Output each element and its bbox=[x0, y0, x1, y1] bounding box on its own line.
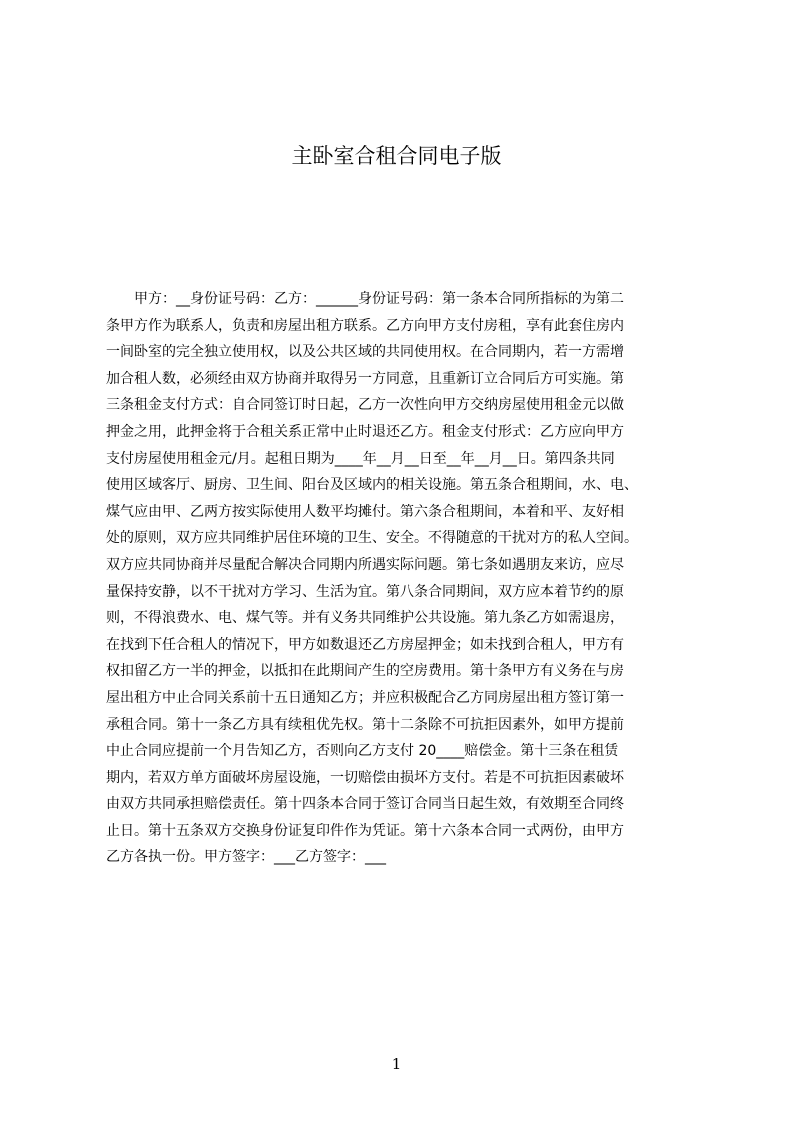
body-line: 押金之用，此押金将于合租关系正常中止时退还乙方。租金支付形式：乙方应向甲方 bbox=[106, 423, 624, 440]
body-line: 由双方共同承担赔偿责任。第十四条本合同于签订合同当日起生效，有效期至合同终 bbox=[106, 796, 624, 813]
body-line: 承租合同。第十一条乙方具有续租优先权。第十二条除不可抗拒因素外，如甲方提前 bbox=[106, 716, 624, 733]
body-line: 则，不得浪费水、电、煤气等。并有义务共同维护公共设施。第九条乙方如需退房， bbox=[106, 610, 624, 627]
body-line: 止日。第十五条双方交换身份证复印件作为凭证。第十六条本合同一式两份，由甲方 bbox=[106, 822, 624, 839]
body-line: 权扣留乙方一半的押金，以抵扣在此期间产生的空房费用。第十条甲方有义务在与房 bbox=[106, 663, 624, 680]
body-line: 支付房屋使用租金元/月。起租日期为____年__月__日至__年__月__日。第四条共同 bbox=[106, 450, 615, 467]
body-line: 乙方各执一份。甲方签字：___乙方签字：___ bbox=[106, 849, 386, 866]
contract-body bbox=[106, 286, 698, 886]
document-title: 主卧室合租合同电子版 bbox=[291, 144, 502, 168]
body-line: 量保持安静，以不干扰对方学习、生活为宜。第八条合同期间，双方应本着节约的原 bbox=[106, 583, 624, 600]
body-line: 甲方：__身份证号码：乙方：______身份证号码：第一条本合同所指标的为第二 bbox=[106, 291, 624, 307]
body-line: 屋出租方中止合同关系前十五日通知乙方；并应积极配合乙方同房屋出租方签订第一 bbox=[106, 689, 624, 706]
body-line: 期内，若双方单方面破坏房屋设施，一切赔偿由损坏方支付。若是不可抗拒因素破坏 bbox=[106, 769, 624, 786]
body-line: 中止合同应提前一个月告知乙方，否则向乙方支付 20____赔偿金。第十三条在租赁 bbox=[106, 743, 619, 760]
body-line: 使用区域客厅、厨房、卫生间、阳台及区域内的相关设施。第五条合租期间，水、电、 bbox=[106, 477, 638, 494]
body-line: 在找到下任合租人的情况下，甲方如数退还乙方房屋押金；如未找到合租人，甲方有 bbox=[106, 636, 624, 653]
body-line: 处的原则，双方应共同维护居住环境的卫生、安全。不得随意的干扰对方的私人空间。 bbox=[106, 530, 638, 547]
body-line: 加合租人数，必须经由双方协商并取得另一方同意，且重新订立合同后方可实施。第 bbox=[106, 370, 624, 387]
body-line: 条甲方作为联系人，负责和房屋出租方联系。乙方向甲方支付房租，享有此套住房内 bbox=[106, 317, 624, 334]
body-line: 煤气应由甲、乙两方按实际使用人数平均摊付。第六条合租期间，本着和平、友好相 bbox=[106, 503, 624, 520]
body-line: 三条租金支付方式：自合同签订时日起，乙方一次性向甲方交纳房屋使用租金元以做 bbox=[106, 397, 624, 414]
body-line: 一间卧室的完全独立使用权，以及公共区域的共同使用权。在合同期内，若一方需增 bbox=[106, 344, 624, 361]
page-number: 1 bbox=[391, 1055, 402, 1073]
body-line: 双方应共同协商并尽量配合解决合同期内所遇实际问题。第七条如遇朋友来访，应尽 bbox=[106, 556, 624, 573]
